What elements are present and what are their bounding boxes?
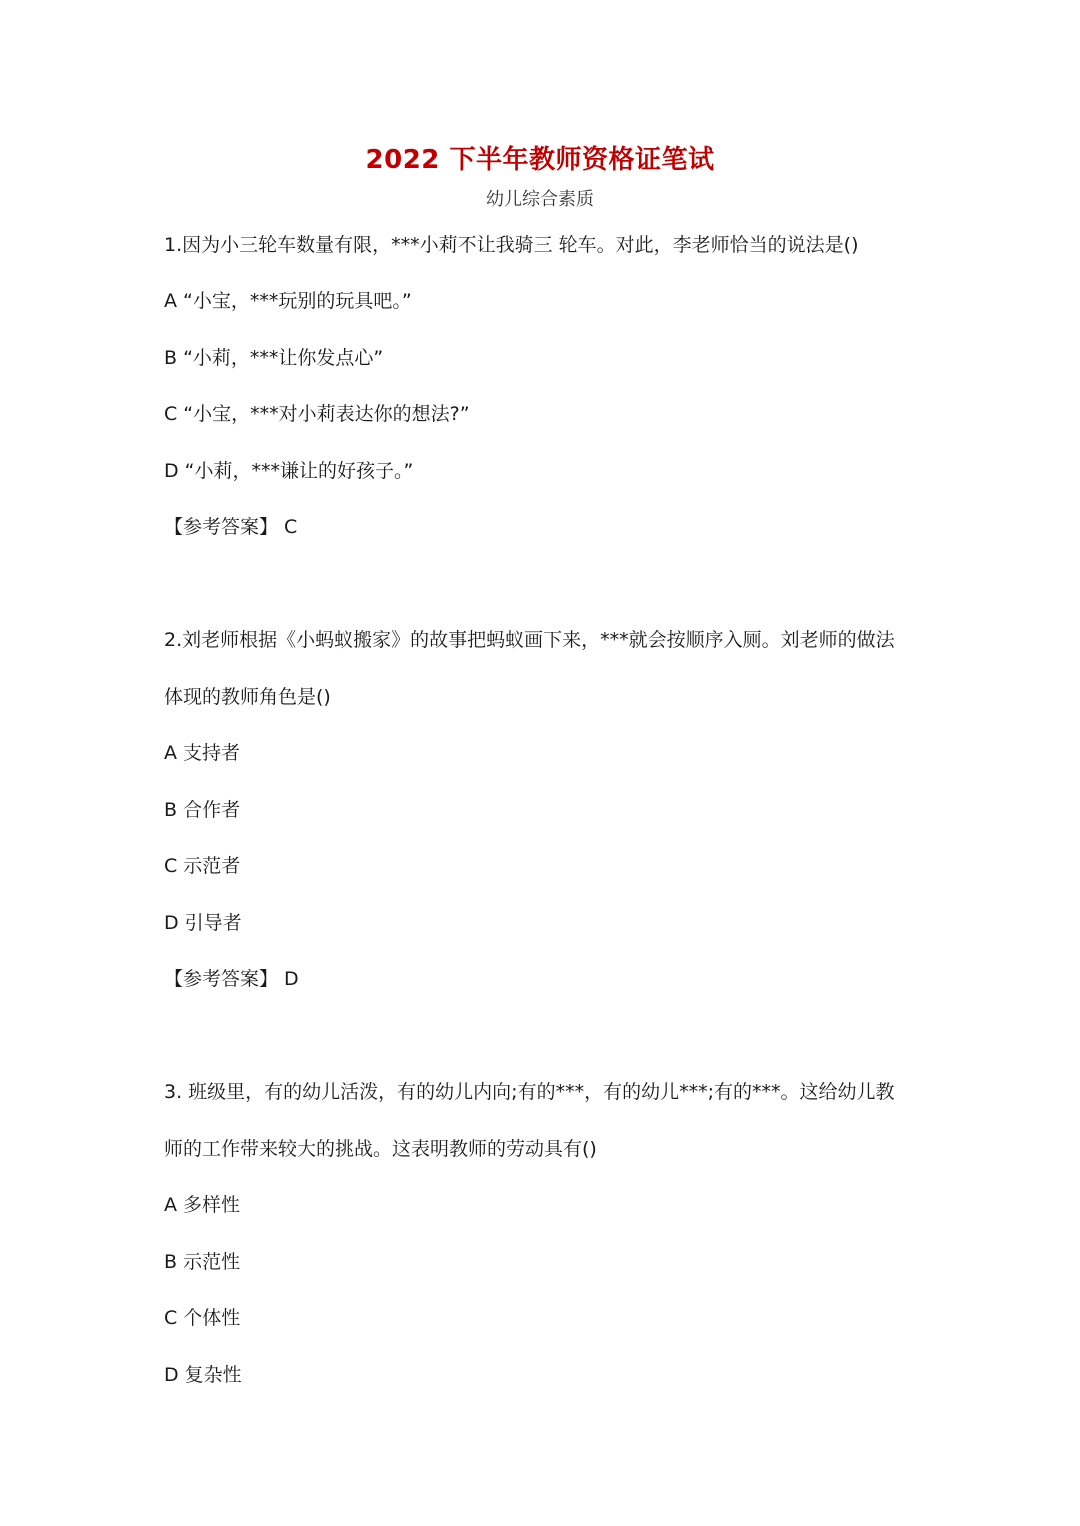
question-2-option-b: B 合作者 [164,799,241,821]
question-2-option-d: D 引导者 [164,912,242,934]
question-1-stem: 1.因为小三轮车数量有限，***小莉不让我骑三 轮车。对此，李老师恰当的说法是() [164,234,859,256]
question-1-answer: 【参考答案】 C [164,516,298,538]
question-1-option-d: D “小莉，***谦让的好孩子。” [164,460,414,482]
question-2-stem-line-1: 2.刘老师根据《小蚂蚁搬家》的故事把蚂蚁画下来，***就会按顺序入厕。刘老师的做法 [164,629,895,651]
document-subtitle: 幼儿综合素质 [486,189,594,210]
question-3-stem-line-2: 师的工作带来较大的挑战。这表明教师的劳动具有() [164,1138,597,1160]
question-3-option-c: C 个体性 [164,1307,241,1329]
question-2-option-a: A 支持者 [164,742,241,764]
document-title: 2022 下半年教师资格证笔试 [365,145,715,175]
question-2-stem-line-2: 体现的教师角色是() [164,686,331,708]
question-1-option-b: B “小莉，***让你发点心” [164,347,384,369]
question-2-answer: 【参考答案】 D [164,968,299,990]
question-3-option-a: A 多样性 [164,1194,241,1216]
question-3-stem-line-1: 3. 班级里，有的幼儿活泼，有的幼儿内向;有的***，有的幼儿***;有的***。这给幼儿教 [164,1081,895,1103]
question-1-option-a: A “小宝，***玩别的玩具吧。” [164,290,412,312]
question-2-option-c: C 示范者 [164,855,241,877]
question-3-option-b: B 示范性 [164,1251,241,1273]
question-1-option-c: C “小宝，***对小莉表达你的想法?” [164,403,470,425]
question-3-option-d: D 复杂性 [164,1364,242,1386]
